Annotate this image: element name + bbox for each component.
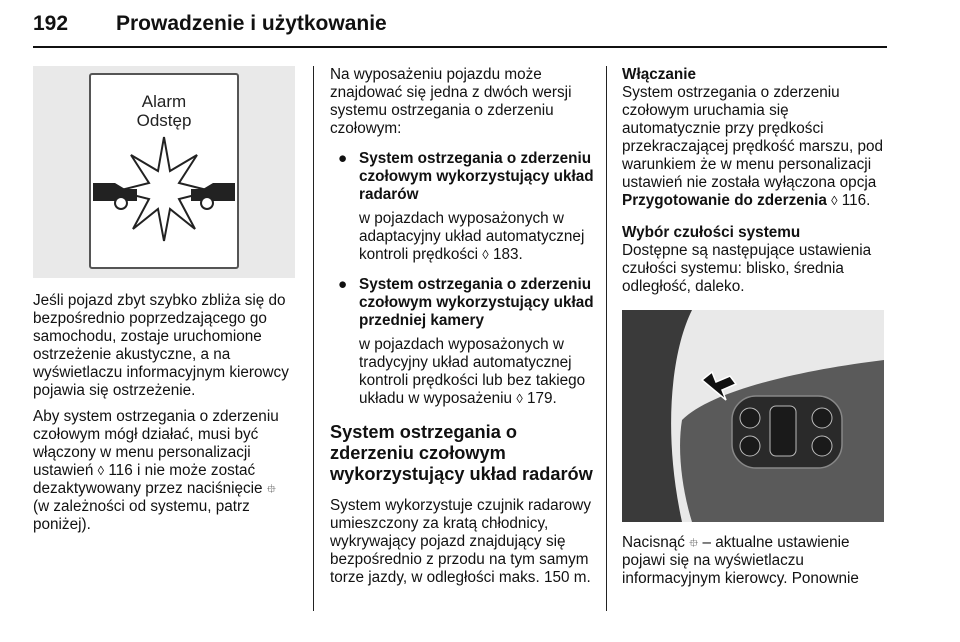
column-2 (330, 66, 595, 587)
bullet-dot: ● (338, 276, 348, 293)
option-name: Przygotowanie do zderzenia (622, 192, 827, 209)
steering-wheel-graphic (622, 310, 884, 522)
chapter-title: Prowadzenie i użytkowanie (116, 12, 387, 35)
page-header (33, 10, 887, 48)
bullet-dot: ● (338, 150, 348, 167)
heading-activation: Włączanie (622, 66, 696, 83)
bullet-radar (330, 150, 595, 264)
col3-paragraph-2: Dostępne są następujące ustawienia czułości systemu: blisko, średnia odległość, daleko. (622, 242, 872, 295)
bullet-camera-title: System ostrzegania o zderzeniu czołowym wykorzystujący układ przedniej kamery (359, 276, 594, 329)
speed-button-icon (740, 436, 760, 456)
steering-wheel-rim-icon (622, 310, 692, 522)
page-number: 192 (33, 12, 69, 35)
bullet-camera (330, 276, 595, 408)
header-rule (33, 46, 887, 48)
column-divider-2 (606, 66, 607, 611)
col2-intro: Na wyposażeniu pojazdu może znajdować się jedna z dwóch wersji systemu ostrzegania o zderzeniu czołowym: (330, 66, 572, 137)
col2-body: System wykorzystuje czujnik radarowy umieszczony za kratą chłodnicy, wykrywający pojazd znajdujący się bezpośrednio z przodu na tym samym torze jazdy, w odległości maks. 150 m. (330, 497, 591, 586)
bullet-camera-text: w pojazdach wyposażonych w tradycyjny układ automatycznej kontroli prędkości lub bez takiego układu w wyposażeniu ◊ 179. (359, 336, 586, 407)
reference-arrow-icon: ◊ (482, 247, 489, 262)
collision-warning-button-icon: ⯐ (266, 482, 276, 496)
limiter-button-icon (812, 408, 832, 428)
column-3 (622, 66, 887, 588)
reference-arrow-icon: ◊ (516, 391, 523, 406)
alarm-display-panel (89, 73, 239, 269)
col3-paragraph-1: System ostrzegania o zderzeniu czołowym uruchamia się automatycznie przy prędkości przekraczającej prędkość marszu, pod warunkiem że w menu personalizacji ustawień nie została wyłączona opcja Przygotowanie do zderzenia ◊ 116. (622, 84, 884, 209)
section-heading-radar: System ostrzegania o zderzeniu czołowym wykorzystujący układ radarów (330, 422, 593, 484)
column-1 (33, 66, 295, 534)
reference-arrow-icon: ◊ (831, 193, 838, 208)
cancel-button-icon (812, 436, 832, 456)
steering-wheel-illustration (622, 310, 884, 522)
col1-paragraph-1: Jeśli pojazd zbyt szybko zbliża się do bezpośrednio poprzedzającego go samochodu, zostaje uruchomione ostrzeżenie akustyczne, a na wyświetlaczu informacyjnym kierowcy pojawia się ostrzeżenie. (33, 292, 289, 399)
bullet-radar-text: w pojazdach wyposażonych w adaptacyjny układ automatycznej kontroli prędkości ◊ 183. (359, 210, 585, 263)
distance-button-icon (740, 408, 760, 428)
column-divider-1 (313, 66, 314, 611)
col3-paragraph-3: Nacisnąć ⯐ – aktualne ustawienie pojawi się na wyświetlaczu informacyjnym kierowcy. Ponownie (622, 534, 859, 587)
bullet-radar-title: System ostrzegania o zderzeniu czołowym wykorzystujący układ radarów (359, 150, 594, 203)
distance-setting-icon: ⯐ (689, 536, 699, 550)
alarm-illustration (33, 66, 295, 278)
collision-star-graphic (91, 75, 237, 267)
alarm-label-line2: Odstęp (136, 111, 192, 130)
reference-arrow-icon: ◊ (97, 463, 105, 478)
heading-sensitivity: Wybór czułości systemu (622, 224, 801, 241)
rocker-switch-icon (770, 406, 796, 456)
alarm-label-line1: Alarm (141, 92, 187, 111)
col1-paragraph-2: Aby system ostrzegania o zderzeniu czołowym mógł działać, musi być włączony w menu personalizacji ustawień ◊ 116 i nie może zostać dezaktywowany przez naciśnięcie ⯐ (w zależności od systemu, patrz poniżej). (33, 408, 279, 533)
